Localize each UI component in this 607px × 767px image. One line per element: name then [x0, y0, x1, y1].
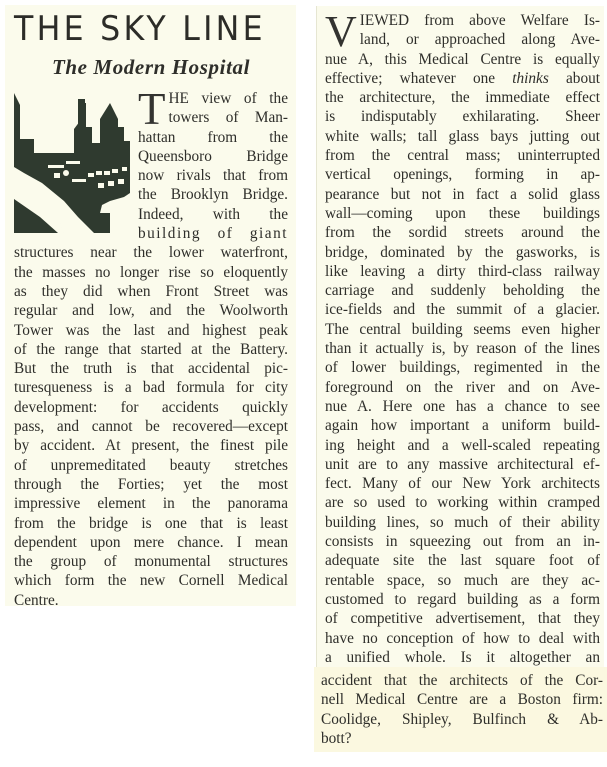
- text-line: HE view of the: [168, 90, 288, 107]
- text-line: have no conception of how to deal with: [325, 629, 600, 647]
- text-line: unit are to any massive architectural ef-: [325, 455, 600, 473]
- text-line: land, or approached along Ave-: [359, 31, 600, 49]
- text-line: Queensboro Bridge: [138, 147, 288, 165]
- left-column-panel: [5, 5, 296, 609]
- text-line: bott?: [321, 729, 352, 747]
- text-line: from the sordid streets around the: [325, 224, 600, 242]
- text-line: building lines, so much of their ability: [325, 513, 600, 531]
- text-line: of lower buildings, regimented in the: [325, 359, 600, 377]
- text-line: foreground on the river and on Ave-: [325, 378, 600, 396]
- text-line: are so used to working within cramped: [325, 494, 600, 512]
- drop-cap: V: [325, 7, 357, 56]
- text-line: vertical openings, forming in ap-: [325, 166, 600, 184]
- text-line: of unpremeditated beauty stretches: [14, 456, 288, 474]
- text-line: adequate site the last square foot of: [325, 552, 600, 570]
- text-line: impressive element in the panorama: [14, 495, 288, 513]
- text-line: a unified whole. Is it altogether an: [325, 648, 600, 666]
- text-line: the architecture, the immediate effect: [325, 89, 600, 107]
- text-line: than it actually is, by reason of the lines: [325, 340, 600, 358]
- right-column-panel: [316, 6, 604, 669]
- text-line: rentable space, so much are they ac-: [325, 571, 600, 589]
- manhattan-skyline-woodcut-icon: [14, 93, 132, 233]
- text-line: The central building seems even higher: [325, 320, 600, 338]
- text-line: turesqueness is a bad formula for city: [14, 379, 288, 397]
- text-line: IEWED from above Welfare Is-: [359, 12, 600, 29]
- text-line: Coolidge, Shipley, Bulfinch & Ab-: [321, 710, 603, 728]
- text-line: customed to regard building as a form: [325, 590, 600, 608]
- text-line: is indisputably exhilarating. Sheer: [325, 108, 600, 126]
- text-line: pass, and cannot be recovered—except: [14, 418, 288, 436]
- text-line: towers of Man-: [168, 109, 288, 127]
- text-line: of competitive advertisement, that they: [325, 610, 600, 628]
- article-subtitle: The Modern Hospital: [51, 55, 251, 79]
- text-line: from the central mass; uninterrupted: [325, 147, 600, 165]
- text-line: pearance but not in fact a solid glass: [325, 185, 600, 203]
- text-line: carriage and suddenly beholding the: [325, 282, 600, 300]
- text-line: white walls; tall glass bays jutting out: [325, 127, 600, 145]
- masthead-title: THE SKY LINE: [14, 9, 266, 49]
- text-line: But the truth is that accidental pic-: [14, 360, 288, 378]
- text-line: development: for accidents quickly: [14, 398, 288, 416]
- text-line: fect. Many of our New York architects: [325, 475, 600, 493]
- text-line: the masses no longer rise so eloquently: [14, 263, 288, 281]
- text-line: ing height and a well-scaled repeating: [325, 436, 600, 454]
- text-line: nue A, this Medical Centre is equally: [325, 50, 600, 68]
- right-column-continuation: [314, 667, 607, 752]
- text-line: through the Forties; yet the most: [14, 475, 288, 493]
- text-line: now rivals that from: [138, 167, 288, 185]
- text-line: like leaving a dirty third-class railway: [325, 262, 600, 280]
- text-line: from the bridge is one that is least: [14, 514, 288, 532]
- text-line: Indeed, with the: [138, 205, 288, 223]
- text-line: regular and low, and the Woolworth: [14, 302, 288, 320]
- left-column-text: [14, 84, 288, 610]
- text-line: nell Medical Centre are a Boston firm:: [321, 691, 603, 709]
- text-line: building of giant: [138, 225, 288, 243]
- text-line: which form the new Cornell Medical: [14, 572, 288, 590]
- text-line-with-emphasis: [325, 69, 600, 88]
- text-line: the Brooklyn Bridge.: [138, 186, 288, 204]
- continuation-text: [321, 671, 603, 748]
- text-line: again how important a uniform build-: [325, 417, 600, 435]
- text-line: bridge, dominated by the gasworks, is: [325, 243, 600, 261]
- text-line: by accident. At present, the finest pile: [14, 437, 288, 455]
- drop-cap: T: [138, 84, 166, 134]
- emphasis-thinks: thinks: [512, 69, 549, 87]
- text-line: ice-fields and the summit of a glacier.: [325, 301, 600, 319]
- text-line: Tower was the last and highest peak: [14, 321, 288, 339]
- text-line: the group of monumental structures: [14, 553, 288, 571]
- text-run: effective; whatever one: [325, 69, 513, 87]
- text-line: dependent upon mere chance. I mean: [14, 533, 288, 551]
- text-line: wall—coming upon these buildings: [325, 204, 600, 222]
- text-line: as they did when Front Street was: [14, 282, 288, 300]
- text-line: Centre.: [14, 591, 59, 609]
- text-line: consists in squeezing out from an in-: [325, 533, 600, 551]
- text-line: accident that the architects of the Cor-: [321, 672, 603, 689]
- text-line: structures near the lower waterfront,: [14, 244, 288, 262]
- right-column-text: [325, 7, 600, 667]
- text-line: nue A. Here one has a chance to see: [325, 397, 600, 415]
- text-line: hattan from the: [138, 128, 288, 146]
- text-run: about: [548, 69, 600, 87]
- text-line: of the range that started at the Battery.: [14, 340, 288, 358]
